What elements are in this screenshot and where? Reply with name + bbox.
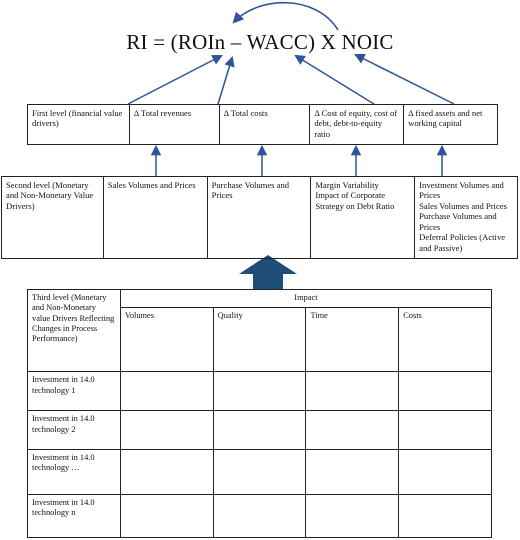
first-level-cell: Δ Total revenues: [129, 105, 219, 145]
impact-cell: [213, 494, 306, 537]
impact-cell: [213, 449, 306, 494]
second-level-line: Sales Volumes and Prices: [107, 180, 196, 190]
second-level-cell: [311, 177, 415, 259]
impact-cell: [120, 449, 213, 494]
impact-header: Impact: [120, 290, 491, 308]
table-row: [28, 411, 492, 449]
table-row: [28, 494, 492, 537]
row-label: Investment in 14.0 technology 2: [28, 411, 121, 449]
second-level-line: Investment Volumes and Prices: [419, 180, 504, 201]
third-level-label: Third level (Monetary and Non-Monetary value Drivers Reflecting Changes in Process Performance): [28, 290, 121, 372]
second-level-line: Sales Volumes and Prices: [419, 200, 507, 211]
second-level-line: Impact of Corporate Strategy on Debt Ratio: [315, 190, 395, 211]
impact-cell: [213, 411, 306, 449]
row-label: Investment in 14.0 technology n: [28, 494, 121, 537]
first-level-label: First level (financial value drivers): [28, 105, 130, 145]
first-level-cell: Δ fixed assets and net working capital: [404, 105, 498, 145]
impact-cell: [306, 411, 399, 449]
impact-cell: [399, 372, 492, 411]
second-level-cell: [103, 177, 207, 259]
arrow-costs-to-roin: [218, 58, 232, 104]
impact-cell: [306, 372, 399, 411]
impact-cell: [120, 494, 213, 537]
impact-cell: [399, 411, 492, 449]
big-up-arrow: [239, 255, 297, 289]
curved-arrow-noic-to-roin: [234, 3, 338, 30]
impact-cell: [306, 449, 399, 494]
third-level-table: [27, 289, 492, 538]
column-header: Quality: [213, 308, 306, 372]
impact-cell: [213, 372, 306, 411]
second-level-table: [1, 176, 518, 259]
second-level-line: Purchase Volumes and Prices: [211, 180, 290, 201]
second-level-line: Deferral Policies (Active and Passive): [419, 232, 506, 253]
second-level-line: Purchase Volumes and Prices: [419, 211, 497, 232]
table-row: [2, 177, 518, 259]
table-row: [28, 372, 492, 411]
table-row: [28, 290, 492, 308]
row-label: Investment in 14.0 technology …: [28, 449, 121, 494]
impact-cell: [399, 494, 492, 537]
arrow-assets-to-noic: [356, 55, 454, 104]
table-row: [28, 105, 498, 145]
second-level-cell: [207, 177, 311, 259]
column-header: Volumes: [120, 308, 213, 372]
arrow-revenues-to-roin: [128, 56, 221, 104]
impact-cell: [120, 372, 213, 411]
first-level-cell: Δ Cost of equity, cost of debt, debt-to-equity ratio: [310, 105, 404, 145]
impact-cell: [306, 494, 399, 537]
second-level-label: Second level (Monetary and Non-Monetary Value Drivers): [2, 177, 104, 259]
first-level-table: [27, 104, 498, 145]
column-header: Time: [306, 308, 399, 372]
column-header: Costs: [399, 308, 492, 372]
row-label: Investment in 14.0 technology 1: [28, 372, 121, 411]
impact-cell: [120, 411, 213, 449]
first-level-cell: Δ Total costs: [219, 105, 310, 145]
second-level-line: Margin Variability: [315, 180, 379, 190]
arrow-capital-cost-to-wacc: [296, 56, 374, 104]
second-level-cell: [415, 177, 518, 259]
ri-formula: RI = (ROIn – WACC) X NOIC: [126, 30, 394, 54]
table-row: [28, 449, 492, 494]
impact-cell: [399, 449, 492, 494]
